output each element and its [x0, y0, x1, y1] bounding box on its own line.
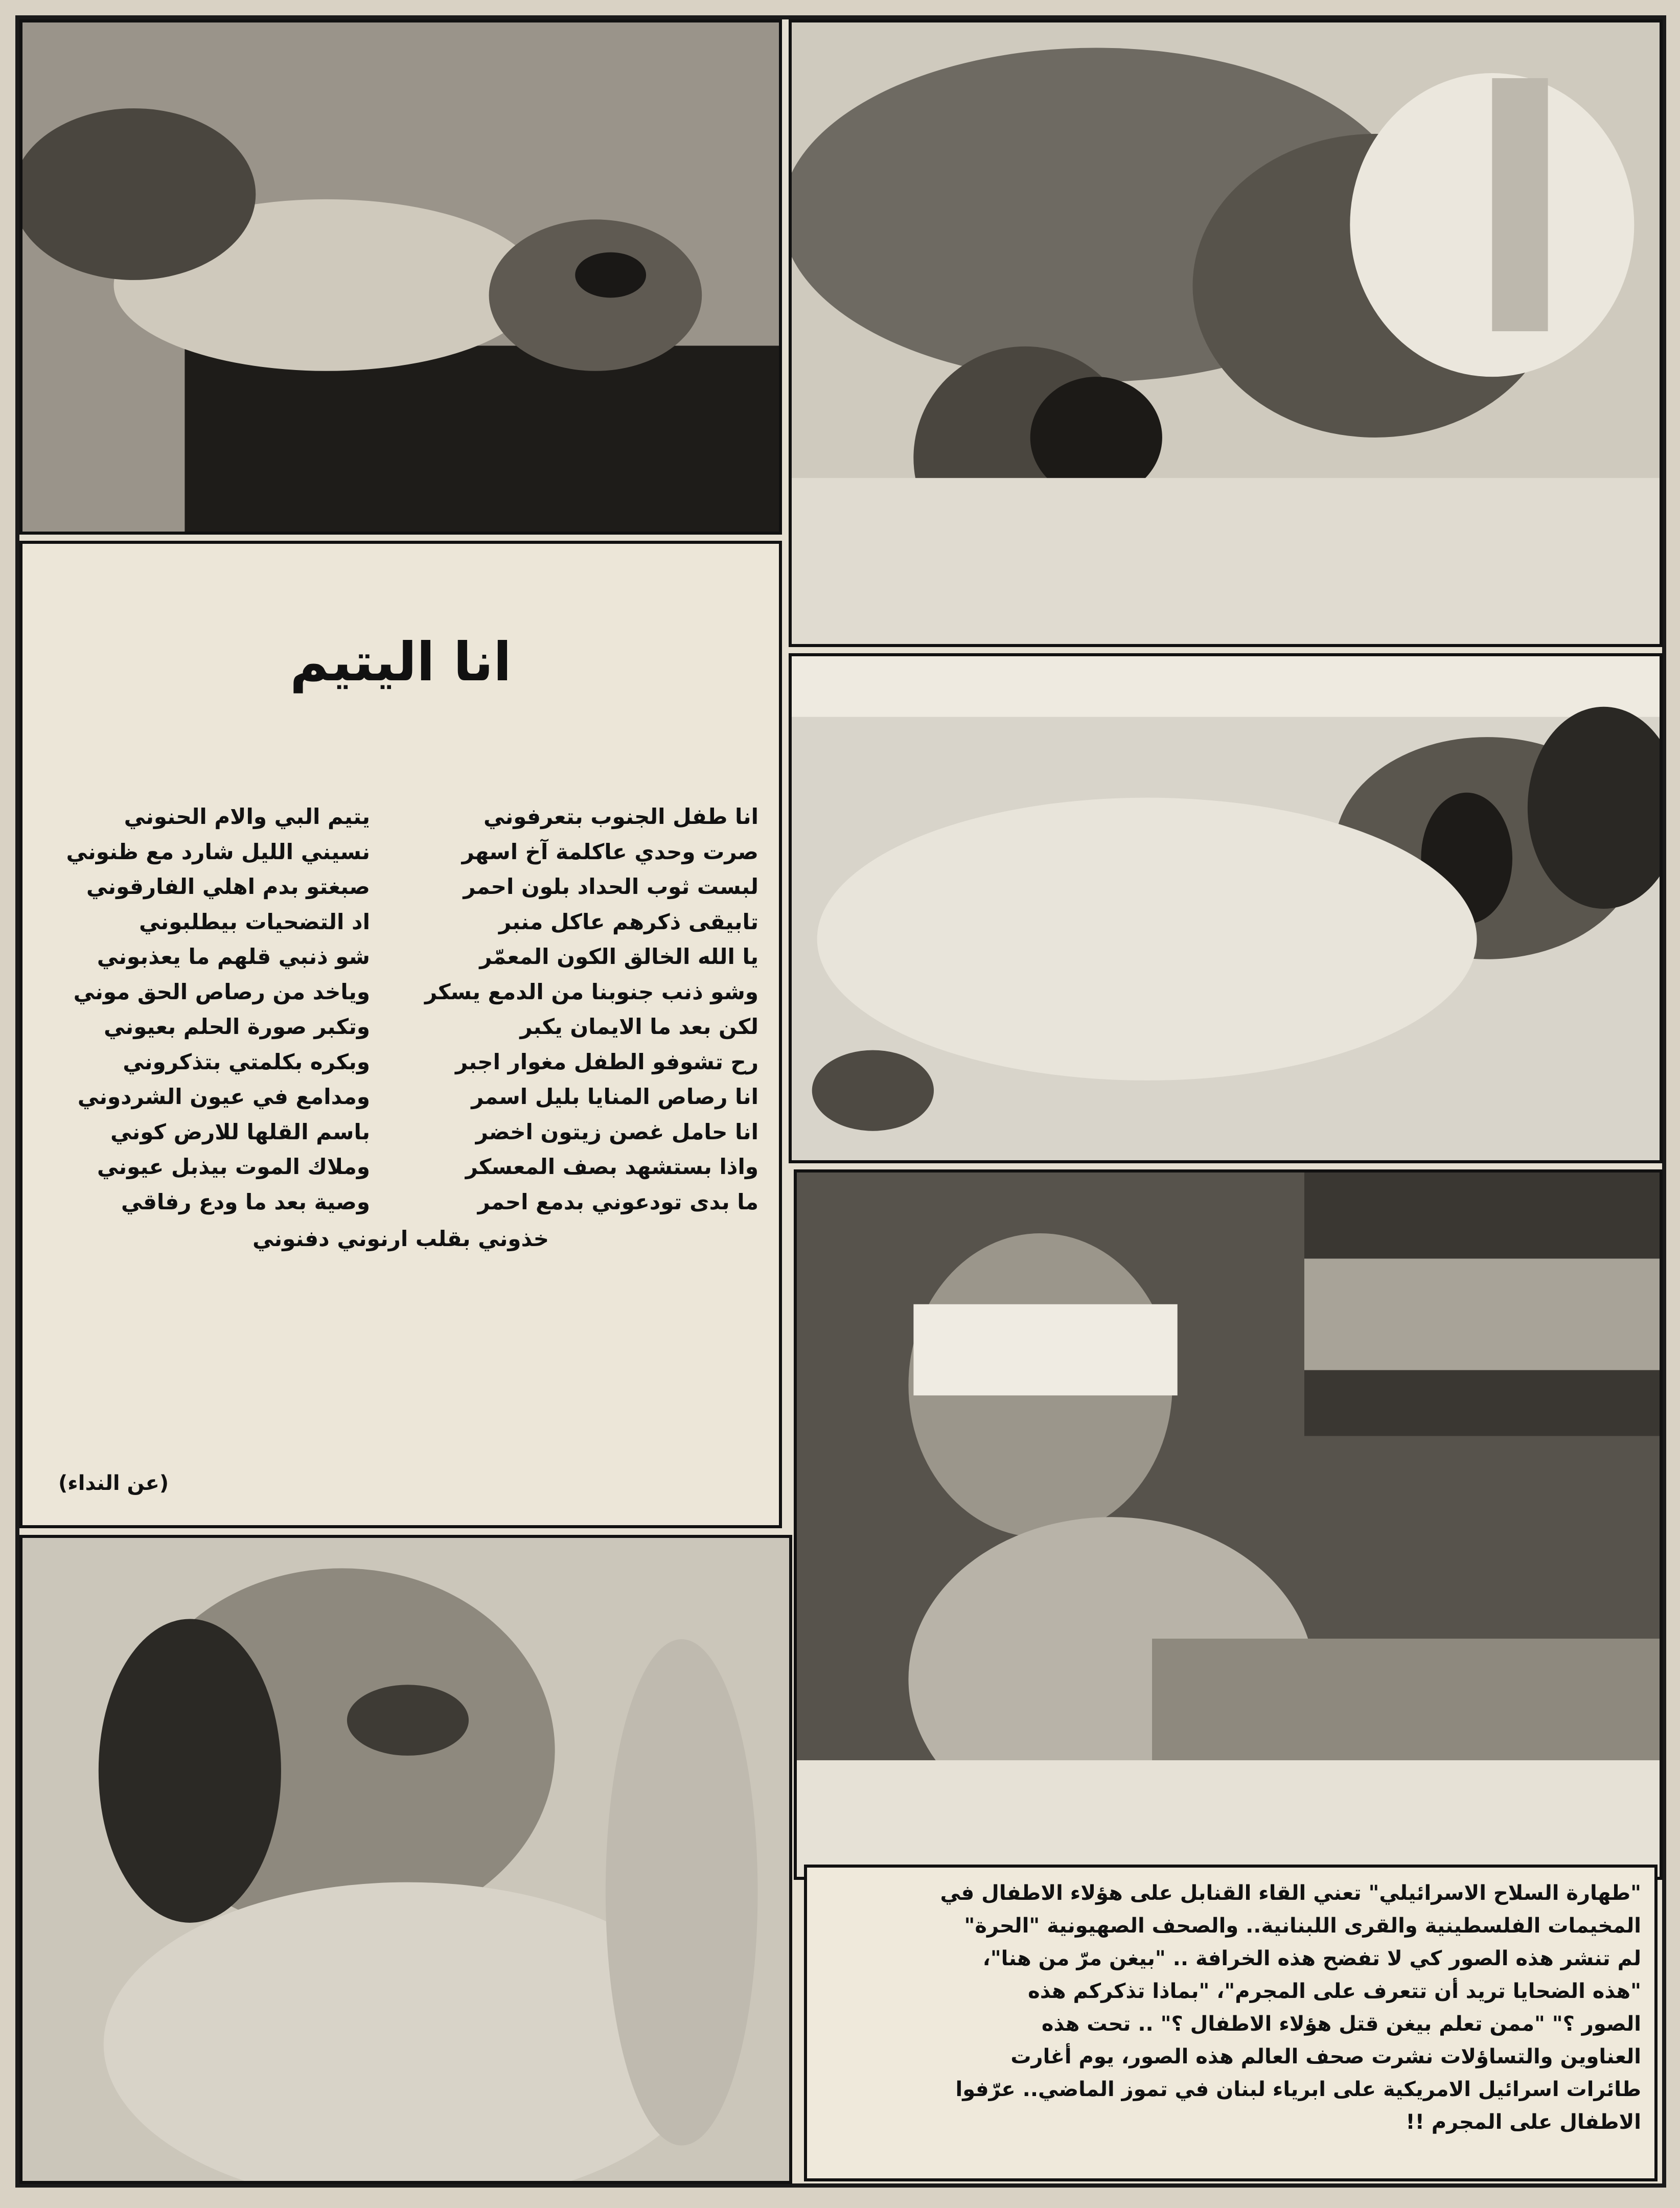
poem-verse: انا رصاص المنايا بليل اسمر	[471, 1084, 758, 1109]
poem-verse: وملاك الموت بيذبل عيوني	[97, 1154, 370, 1179]
photo-injured-child-top-left	[19, 19, 782, 535]
poem-verse: انا طفل الجنوب بتعرفوني	[483, 804, 758, 829]
caption-line: الصور ؟" "ممن تعلم بيغن قتل هؤلاء الاطفال ؟" .. تحت هذه	[1041, 2012, 1641, 2036]
photo-placeholder-graphic	[22, 1538, 789, 2181]
poem-panel	[19, 541, 782, 1528]
poem-verse: وتكبر صورة الحلم بعيوني	[103, 1014, 370, 1039]
poem-verse: صبغتو بدم اهلي الفارقوني	[86, 874, 370, 899]
poem-verse: تابيقى ذكرهم عاكل منبر	[499, 909, 758, 934]
caption-line: "طهارة السلاح الاسرائيلي" تعني القاء القنابل على هؤلاء الاطفال في	[940, 1881, 1641, 1905]
poem-verse: يتيم البي والام الحنوني	[124, 804, 370, 829]
poem-verse: رح تشوفو الطفل مغوار اجبر	[455, 1049, 758, 1074]
poem-verse: وبكره بكلمتي بتذكروني	[123, 1049, 370, 1074]
photo-placeholder-graphic	[22, 22, 779, 532]
poem-verse: نسيني الليل شارد مع ظنوني	[66, 839, 370, 864]
poem-left-column	[33, 799, 370, 1220]
poem-verse: صرت وحدي عاكلمة آخ اسهر	[462, 839, 758, 864]
poem-verse: يا الله الخالق الكون المعمّر	[479, 944, 758, 969]
caption-line: "هذه الضحايا تريد أن تتعرف على المجرم"، "بماذا تذكركم هذه	[1028, 1980, 1641, 2003]
caption-line: لم تنشر هذه الصور كي لا تفضح هذه الخرافة .. "بيغن مرّ من هنا"،	[982, 1947, 1641, 1970]
photo-placeholder-graphic	[792, 656, 1660, 1160]
poem-title: انا اليتيم	[290, 631, 512, 693]
poem-right-column	[401, 799, 758, 1220]
poem-verse: ما بدى تودعوني بدمع احمر	[477, 1189, 758, 1214]
poem-source: (عن النداء)	[58, 1471, 169, 1495]
caption-line: الاطفال على المجرم !!	[1406, 2110, 1641, 2134]
magazine-page	[15, 15, 1666, 2188]
poem-closing-line: خذوني بقلب ارنوني دفنوني	[252, 1226, 549, 1251]
poem-verse: ومدامع في عيون الشردوني	[77, 1084, 370, 1109]
photo-placeholder-graphic	[792, 22, 1660, 644]
photo-caption	[804, 1865, 1658, 2181]
poem-verse: لبست ثوب الحداد بلون احمر	[463, 874, 758, 899]
poem-verse: وياخد من رصاص الحق موني	[73, 979, 370, 1004]
poem-verse: شو ذنبي قلهم ما يعذبوني	[97, 944, 370, 969]
photo-bandaged-toddler-bottom-right	[794, 1169, 1663, 1880]
poem-verse: باسم القلها للارض كوني	[110, 1119, 370, 1144]
poem-verse: انا حامل غصن زيتون اخضر	[475, 1119, 758, 1144]
poem-verse: لكن بعد ما الايمان يكبر	[520, 1014, 758, 1039]
photo-injured-child-middle-right	[789, 653, 1663, 1163]
photo-placeholder-graphic	[797, 1172, 1660, 1877]
caption-line: المخيمات الفلسطينية والقرى اللبنانية.. والصحف الصهيونية "الحرة"	[964, 1914, 1641, 1938]
poem-verse: وشو ذنب جنوبنا من الدمع يسكر	[424, 979, 758, 1004]
poem-verse: وصية بعد ما ودع رفاقي	[121, 1189, 370, 1214]
poem-verse: اد التضحيات بيطلبوني	[139, 909, 370, 934]
poem-verse: واذا بستشهد بصف المعسكر	[465, 1154, 758, 1179]
photo-injured-infant-bottom-left	[19, 1535, 792, 2184]
caption-line: طائرات اسرائيل الامريكية على ابرياء لبنان في تموز الماضي.. عرّفوا	[955, 2078, 1641, 2101]
caption-line: العناوين والتساؤلات نشرت صحف العالم هذه الصور، يوم أغارت	[1010, 2045, 1641, 2068]
photo-bandaged-boy-top-right	[789, 19, 1663, 647]
